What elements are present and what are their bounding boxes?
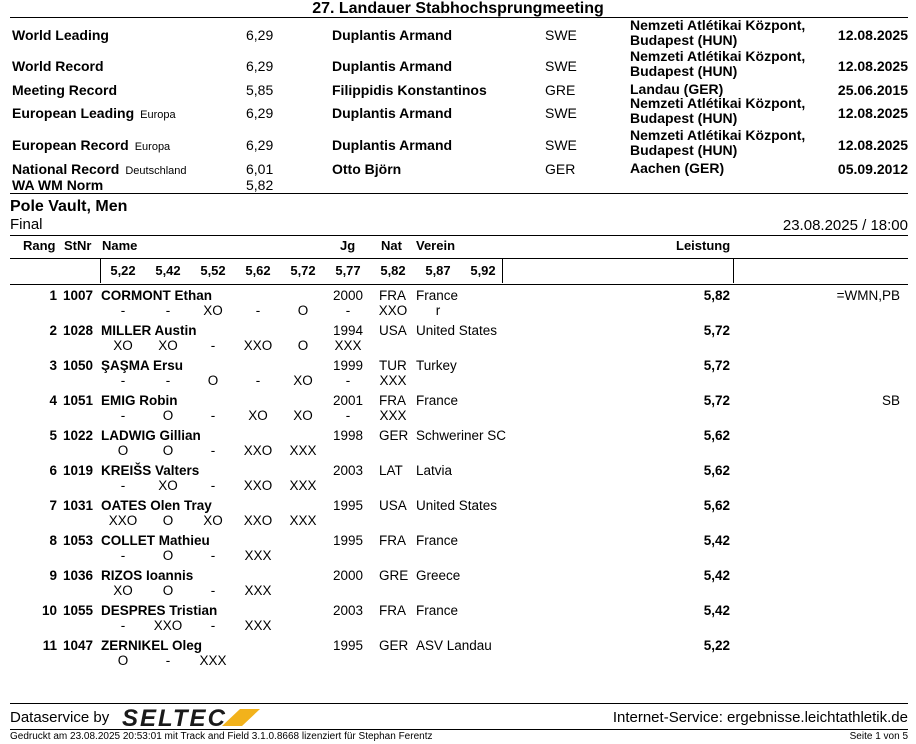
athlete-name: MILLER Austin xyxy=(101,323,197,338)
attempt-cell: - xyxy=(210,408,216,423)
result-rank: 3 xyxy=(49,358,57,373)
record-date: 12.08.2025 xyxy=(837,58,908,74)
header-divider xyxy=(10,258,908,259)
attempt-cell: XXX xyxy=(289,513,317,528)
height-label: 5,22 xyxy=(110,263,136,278)
result-rank: 10 xyxy=(41,603,57,618)
club: Greece xyxy=(416,568,461,583)
col-name: Name xyxy=(102,238,138,253)
attempt-cell: - xyxy=(345,373,351,388)
birth-year: 1994 xyxy=(333,323,364,338)
club: Turkey xyxy=(416,358,457,373)
performance: 5,62 xyxy=(703,498,730,513)
record-venue: Landau (GER) xyxy=(630,81,724,97)
athlete-name: ZERNIKEL Oleg xyxy=(101,638,203,653)
attempt-cell: XXO xyxy=(378,303,408,318)
nationality: USA xyxy=(379,498,407,513)
record-type: European Record Europa xyxy=(12,137,171,153)
attempt-cell: XO xyxy=(293,408,313,423)
athlete-name: EMIG Robin xyxy=(101,393,178,408)
performance: 5,72 xyxy=(703,358,730,373)
height-label: 5,72 xyxy=(290,263,316,278)
height-label: 5,77 xyxy=(335,263,361,278)
record-type: National Record Deutschland xyxy=(12,161,187,177)
attempt-cell: O xyxy=(162,583,174,598)
attempt-cell: O xyxy=(117,653,129,668)
nationality: LAT xyxy=(379,463,403,478)
performance: 5,62 xyxy=(703,428,730,443)
footer-divider xyxy=(10,729,908,730)
header-tick xyxy=(100,259,101,283)
attempt-cell: - xyxy=(120,303,126,318)
attempt-cell: - xyxy=(345,408,351,423)
record-type: WA WM Norm xyxy=(12,177,104,193)
attempt-cell: XXX xyxy=(379,373,407,388)
attempt-cell: - xyxy=(255,303,261,318)
result-stnr: 1028 xyxy=(63,323,94,338)
attempt-cell: XO xyxy=(158,478,178,493)
record-venue: Nemzeti Atlétikai Központ, Budapest (HUN) xyxy=(630,48,806,79)
club: Schweriner SC xyxy=(416,428,507,443)
performance: 5,72 xyxy=(703,393,730,408)
record-athlete: Duplantis Armand xyxy=(332,105,453,121)
athlete-name: LADWIG Gillian xyxy=(101,428,201,443)
performance: 5,22 xyxy=(703,638,730,653)
birth-year: 1999 xyxy=(333,358,364,373)
height-label: 5,62 xyxy=(245,263,271,278)
record-nat: SWE xyxy=(545,137,577,153)
club: Latvia xyxy=(416,463,453,478)
attempt-cell: O xyxy=(162,443,174,458)
attempt-cell: - xyxy=(210,583,216,598)
attempt-cell: XO xyxy=(248,408,268,423)
record-region: Europa xyxy=(140,109,176,121)
record-athlete: Duplantis Armand xyxy=(332,27,453,43)
attempt-cell: - xyxy=(210,618,216,633)
attempt-cell: - xyxy=(210,443,216,458)
record-athlete: Duplantis Armand xyxy=(332,58,453,74)
athlete-name: CORMONT Ethan xyxy=(101,288,212,303)
height-label: 5,82 xyxy=(380,263,406,278)
record-athlete: Filippidis Konstantinos xyxy=(332,82,487,98)
record-perf: 5,85 xyxy=(246,82,274,98)
height-label: 5,87 xyxy=(425,263,451,278)
logo-text: SELTEC xyxy=(122,705,227,729)
result-rank: 9 xyxy=(49,568,57,583)
print-info: Gedruckt am 23.08.2025 20:53:01 mit Track and Field 3.1.0.8668 lizenziert für Stephan Ferentz xyxy=(10,731,433,742)
attempt-cell: XXX xyxy=(334,338,362,353)
record-perf: 6,29 xyxy=(246,27,274,43)
record-date: 05.09.2012 xyxy=(837,161,908,177)
record-venue: Nemzeti Atlétikai Központ, Budapest (HUN) xyxy=(630,17,806,48)
attempt-cell: XXO xyxy=(153,618,183,633)
birth-year: 2000 xyxy=(333,568,364,583)
attempt-cell: - xyxy=(210,548,216,563)
attempt-cell: - xyxy=(210,478,216,493)
col-nat: Nat xyxy=(381,238,402,253)
attempt-cell: O xyxy=(162,513,174,528)
nationality: FRA xyxy=(379,393,406,408)
record-note: =WMN,PB xyxy=(836,288,900,303)
attempt-cell: XXO xyxy=(243,513,273,528)
attempt-cell: - xyxy=(165,653,171,668)
results-header xyxy=(10,235,908,285)
record-venue: Nemzeti Atlétikai Központ, Budapest (HUN) xyxy=(630,127,806,158)
attempt-cell: XXX xyxy=(199,653,227,668)
attempt-cell: XO xyxy=(158,338,178,353)
club: France xyxy=(416,288,459,303)
attempt-cell: XO xyxy=(113,583,133,598)
record-athlete: Duplantis Armand xyxy=(332,137,453,153)
event-datetime: 23.08.2025 / 18:00 xyxy=(782,217,908,234)
attempt-cell: XXX xyxy=(244,618,272,633)
record-perf: 5,82 xyxy=(246,177,274,193)
footer-divider xyxy=(10,703,908,704)
result-stnr: 1036 xyxy=(63,568,94,583)
attempt-cell: XXX xyxy=(289,443,317,458)
attempt-cell: XXX xyxy=(244,548,272,563)
performance: 5,82 xyxy=(703,288,730,303)
athlete-name: RIZOS Ioannis xyxy=(101,568,194,583)
athlete-name: OATES Olen Tray xyxy=(101,498,212,513)
attempt-cell: XO xyxy=(203,513,223,528)
nationality: GER xyxy=(379,638,409,653)
record-date: 12.08.2025 xyxy=(837,27,908,43)
event-name: Pole Vault, Men xyxy=(10,198,128,215)
col-verein: Verein xyxy=(416,238,456,253)
record-region: Deutschland xyxy=(125,165,187,177)
result-stnr: 1050 xyxy=(63,358,94,373)
athlete-name: ŞAŞMA Ersu xyxy=(101,358,184,373)
result-stnr: 1022 xyxy=(63,428,94,443)
record-athlete: Otto Björn xyxy=(332,161,402,177)
attempt-cell: - xyxy=(210,338,216,353)
club: United States xyxy=(416,498,498,513)
result-stnr: 1055 xyxy=(63,603,94,618)
nationality: FRA xyxy=(379,533,406,548)
result-stnr: 1019 xyxy=(63,463,94,478)
birth-year: 1995 xyxy=(333,498,364,513)
birth-year: 2003 xyxy=(333,603,364,618)
record-perf: 6,29 xyxy=(246,105,274,121)
club: France xyxy=(416,603,459,618)
attempt-cell: XXX xyxy=(244,583,272,598)
record-type: World Record xyxy=(12,58,104,74)
record-date: 12.08.2025 xyxy=(837,105,908,121)
internet-service: Internet-Service: ergebnisse.leichtathletik.de xyxy=(612,709,908,726)
result-stnr: 1047 xyxy=(63,638,94,653)
attempt-cell: XXO xyxy=(243,478,273,493)
round-label: Final xyxy=(10,216,43,233)
height-label: 5,42 xyxy=(155,263,181,278)
header-tick xyxy=(733,259,734,283)
record-date: 12.08.2025 xyxy=(837,137,908,153)
nationality: FRA xyxy=(379,288,406,303)
meeting-title: 27. Landauer Stabhochsprungmeeting xyxy=(312,0,604,17)
dataservice-label: Dataservice by xyxy=(10,709,110,726)
attempt-cell: - xyxy=(255,373,261,388)
performance: 5,72 xyxy=(703,323,730,338)
result-rank: 4 xyxy=(49,393,57,408)
attempt-cell: XXO xyxy=(243,443,273,458)
attempt-cell: O xyxy=(207,373,219,388)
athlete-name: KREIŠS Valters xyxy=(101,463,200,478)
performance: 5,62 xyxy=(703,463,730,478)
header-tick xyxy=(502,259,503,283)
record-perf: 6,29 xyxy=(246,58,274,74)
birth-year: 2001 xyxy=(333,393,364,408)
performance: 5,42 xyxy=(703,568,730,583)
result-rank: 6 xyxy=(49,463,57,478)
result-rank: 2 xyxy=(49,323,57,338)
record-nat: SWE xyxy=(545,58,577,74)
attempt-cell: O xyxy=(162,548,174,563)
result-stnr: 1053 xyxy=(63,533,94,548)
height-label: 5,92 xyxy=(470,263,496,278)
club: United States xyxy=(416,323,498,338)
result-rank: 8 xyxy=(49,533,57,548)
performance: 5,42 xyxy=(703,603,730,618)
page-number: Seite 1 von 5 xyxy=(849,731,908,742)
attempt-cell: XXO xyxy=(243,338,273,353)
result-rank: 7 xyxy=(49,498,57,513)
attempt-cell: O xyxy=(162,408,174,423)
record-nat: SWE xyxy=(545,105,577,121)
col-stnr: StNr xyxy=(64,238,92,253)
record-venue: Aachen (GER) xyxy=(630,160,725,176)
athlete-name: DESPRES Tristian xyxy=(101,603,218,618)
result-rank: 1 xyxy=(49,288,57,303)
nationality: TUR xyxy=(379,358,407,373)
result-stnr: 1007 xyxy=(63,288,94,303)
attempt-cell: XXX xyxy=(379,408,407,423)
nationality: USA xyxy=(379,323,407,338)
performance: 5,42 xyxy=(703,533,730,548)
club: France xyxy=(416,393,459,408)
record-type: European Leading Europa xyxy=(12,105,176,121)
record-perf: 6,01 xyxy=(246,161,274,177)
attempt-cell: - xyxy=(120,548,126,563)
result-rank: 11 xyxy=(42,638,57,653)
attempt-cell: - xyxy=(120,373,126,388)
record-date: 25.06.2015 xyxy=(837,82,908,98)
attempt-cell: - xyxy=(120,478,126,493)
attempt-cell: - xyxy=(120,408,126,423)
attempt-cell: - xyxy=(120,618,126,633)
attempt-cell: - xyxy=(345,303,351,318)
nationality: FRA xyxy=(379,603,406,618)
club: France xyxy=(416,533,459,548)
record-region: Europa xyxy=(134,141,171,153)
record-type: Meeting Record xyxy=(12,82,118,98)
birth-year: 2003 xyxy=(333,463,364,478)
attempt-cell: r xyxy=(435,303,441,318)
record-nat: GRE xyxy=(545,82,576,98)
nationality: GER xyxy=(379,428,409,443)
result-stnr: 1031 xyxy=(63,498,94,513)
attempt-cell: O xyxy=(297,338,309,353)
athlete-name: COLLET Mathieu xyxy=(101,533,210,548)
height-label: 5,52 xyxy=(200,263,226,278)
club: ASV Landau xyxy=(416,638,492,653)
record-nat: GER xyxy=(545,161,576,177)
record-nat: SWE xyxy=(545,27,577,43)
col-jg: Jg xyxy=(340,238,356,253)
record-type: World Leading xyxy=(12,27,109,43)
attempt-cell: O xyxy=(117,443,129,458)
record-perf: 6,29 xyxy=(246,137,274,153)
record-note: SB xyxy=(881,393,900,408)
attempt-cell: XXO xyxy=(108,513,138,528)
record-venue: Nemzeti Atlétikai Központ, Budapest (HUN) xyxy=(630,95,806,126)
attempt-cell: XXX xyxy=(289,478,317,493)
result-rank: 5 xyxy=(49,428,57,443)
col-rang: Rang xyxy=(23,238,56,253)
result-stnr: 1051 xyxy=(63,393,94,408)
birth-year: 1995 xyxy=(333,638,364,653)
attempt-cell: - xyxy=(165,373,171,388)
nationality: GRE xyxy=(379,568,409,583)
birth-year: 1998 xyxy=(333,428,364,443)
attempt-cell: XO xyxy=(293,373,313,388)
birth-year: 2000 xyxy=(333,288,364,303)
attempt-cell: - xyxy=(165,303,171,318)
attempt-cell: O xyxy=(297,303,309,318)
col-leistung: Leistung xyxy=(676,238,731,253)
attempt-cell: XO xyxy=(113,338,133,353)
birth-year: 1995 xyxy=(333,533,364,548)
attempt-cell: XO xyxy=(203,303,223,318)
